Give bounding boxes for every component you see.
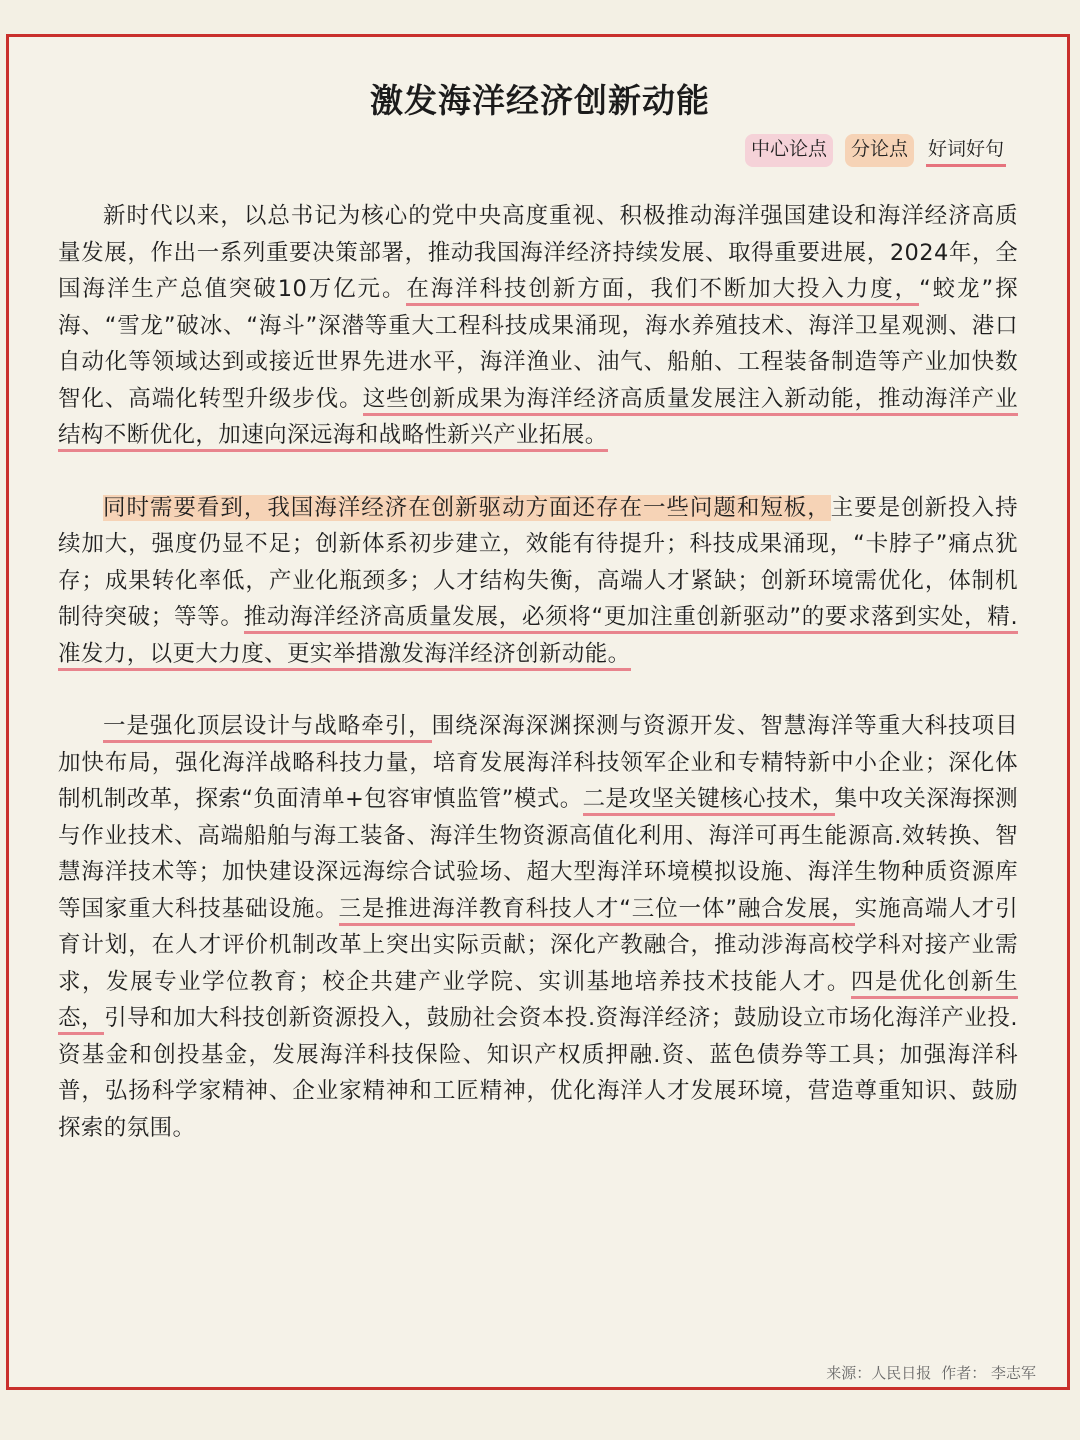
- underlined-sentence: 二是攻坚关键核心技术，: [583, 786, 835, 816]
- paragraph-text: 新时代以来，以总书记为核心的党中央高度重视、积极推动海洋强国建设和海洋经济高质量发展，作出一系列重要决策部署，推动我国海洋经济持续发展、取得重要进展，2024年，全国海洋生产总值突破10万亿元。: [58, 203, 1018, 302]
- legend-central-thesis: 中心论点: [745, 134, 833, 167]
- paragraph-text: 实施高端人才引育计划，在人才评价机制改革上突出实际贡献；深化产教融合，推动涉海高校学科对接产业需求，发展专业学位教育；校企共建产业学院、实训基地培养技术技能人才。: [58, 895, 1018, 995]
- source-label: 来源：人民日报: [826, 1364, 932, 1382]
- underlined-sentence: 在海洋科技创新方面，我们不断加大投入力度，: [406, 276, 919, 306]
- legend: [745, 134, 1006, 167]
- paragraph-3: [58, 708, 1018, 1146]
- paragraph-text: “蛟龙”探海、“雪龙”破冰、“海斗”深潜等重大工程科技成果涌现，海水养殖技术、海洋卫星观测、港口自动化等领域达到或接近世界先进水平，海洋渔业、油气、船舶、工程装备制造等产业加快数智化、高端化转型升级步伐。: [58, 276, 1018, 412]
- underlined-sentence: 四是优化创新生态，: [58, 969, 1018, 1036]
- paragraph-2: [58, 490, 1018, 673]
- legend-good-phrases: 好词好句: [926, 134, 1006, 167]
- sub-thesis-highlight: 同时需要看到，我国海洋经济在创新驱动方面还存在一些问题和短板，: [103, 494, 831, 521]
- author-label: 作者： 李志军: [941, 1364, 1036, 1382]
- article-body: [58, 198, 1018, 1182]
- underlined-sentence: 这些创新成果为海洋经济高质量发展注入新动能，推动海洋产业结构不断优化，加速向深远海和战略性新兴产业拓展。: [58, 386, 1018, 453]
- paragraph-1: [58, 198, 1018, 454]
- legend-sub-thesis: 分论点: [845, 134, 914, 167]
- underlined-sentence: 一是强化顶层设计与战略牵引，: [103, 713, 432, 743]
- underlined-sentence: 推动海洋经济高质量发展，必须将“更加注重创新驱动”的要求落到实处，精.准发力，以更大力度、更实举措激发海洋经济创新动能。: [58, 604, 1018, 671]
- page-title: 激发海洋经济创新动能: [370, 81, 710, 120]
- paragraph-text: 集中攻关深海探测与作业技术、高端船舶与海工装备、海洋生物资源高值化利用、海洋可再生能源高.效转换、智慧海洋技术等；加快建设深远海综合试验场、超大型海洋环境模拟设施、海洋生物种质资源库等国家重大科技基础设施。: [58, 786, 1018, 922]
- source-credit: [826, 1362, 1036, 1383]
- paragraph-text: 引导和加大科技创新资源投入，鼓励社会资本投.资海洋经济；鼓励设立市场化海洋产业投.资基金和创投基金，发展海洋科技保险、知识产权质押融.资、蓝色债券等工具；加强海洋科普，弘扬科学家精神、企业家精神和工匠精神，优化海洋人才发展环境，营造尊重知识、鼓励探索的氛围。: [58, 1005, 1018, 1141]
- paragraph-text: 围绕深海深渊探测与资源开发、智慧海洋等重大科技项目加快布局，强化海洋战略科技力量，培育发展海洋科技领军企业和专精特新中小企业；深化体制机制改革，探索“负面清单+包容审慎监管”模式。: [58, 713, 1018, 812]
- underlined-sentence: 三是推进海洋教育科技人才“三位一体”融合发展，: [339, 896, 855, 926]
- paragraph-text: 主要是创新投入持续加大，强度仍显不足；创新体系初步建立，效能有待提升；科技成果涌现，“卡脖子”痛点犹存；成果转化率低，产业化瓶颈多；人才结构失衡，高端人才紧缺；创新环境需优化，体制机制待突破；等等。: [58, 494, 1018, 630]
